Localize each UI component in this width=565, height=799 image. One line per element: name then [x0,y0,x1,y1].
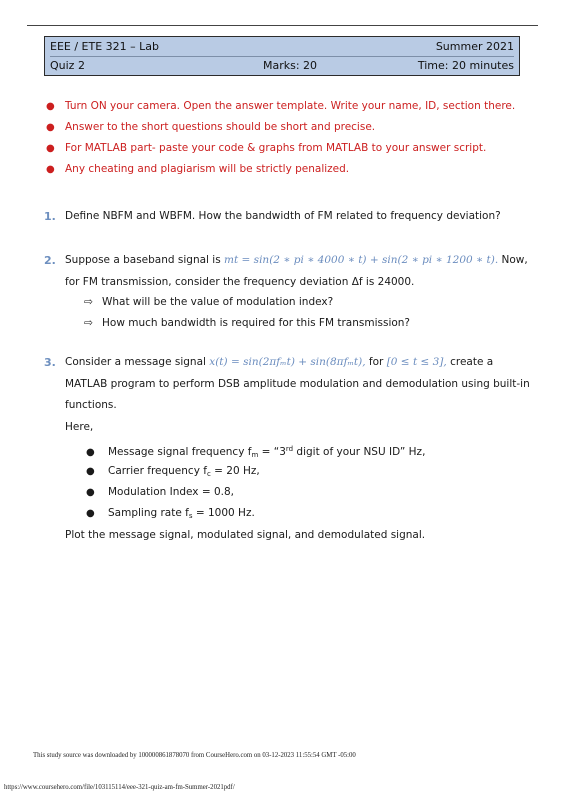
bullet-icon: ● [46,164,55,175]
source-url[interactable]: https://www.coursehero.com/file/103115114/eee-321-quiz-am-fm-Summer-2021pdf/ [4,784,235,791]
math-expression: x(t) = sin(2πfₘt) + sin(8πfₘt), [209,356,366,368]
header-row-2 [50,56,514,75]
top-rule [27,25,538,26]
question-number: 1. [44,210,56,223]
question-text: Define NBFM and WBFM. How the bandwidth of FM related to frequency deviation? [65,210,501,222]
arrow-right-icon: ⇨ [84,317,93,329]
arrow-right-icon: ⇨ [84,296,93,308]
sub-question-text: How much bandwidth is required for this FM transmission? [102,317,411,329]
question-line-2: for FM transmission, consider the frequency deviation Δf is 24000. [65,276,415,288]
instruction-text: Any cheating and plagiarism will be strictly penalized. [65,163,350,175]
instructions-list [40,96,520,180]
instruction-text: Answer to the short questions should be short and precise. [65,121,376,133]
sub-question [84,293,333,311]
math-expression: mt = sin(2 ∗ pi ∗ 4000 ∗ t) + sin(2 ∗ pi ∗ 1200 ∗ t). [224,254,499,266]
instruction-text: For MATLAB part- paste your code & graphs from MATLAB to your answer script. [65,142,487,154]
here-label: Here, [65,421,94,433]
instruction-item [40,117,520,138]
instruction-item [40,159,520,180]
instruction-item [40,96,520,117]
question-text: create a [450,356,494,368]
parameter-item: ● Carrier frequency $f_c = 20$ Hz, [86,462,260,483]
instruction-text: Turn ON your camera. Open the answer template. Write your name, ID, section there. [65,100,516,112]
parameter-item: ● Modulation Index = 0.8, [86,483,234,502]
bullet-icon: ● [46,122,55,133]
question-number: 2. [44,254,56,267]
course-title: EEE / ETE 321 – Lab [50,40,160,53]
quiz-title: Quiz 2 [50,59,85,72]
question-line-1 [65,353,493,371]
question-line-1 [65,251,528,269]
question-text: for [368,356,384,368]
bullet-icon: ● [86,447,95,458]
parameter-item: ● Sampling rate $f_s = 1000$ Hz. [86,504,255,525]
question-text: Consider a message signal [65,356,206,368]
semester: Summer 2021 [435,40,514,53]
question-number: 3. [44,356,56,369]
question-line-2: MATLAB program to perform DSB amplitude modulation and demodulation using built-in [65,378,530,390]
bullet-icon: ● [86,508,95,519]
download-notice: This study source was downloaded by 100000861878070 from CourseHero.com on 03-12-2023 11:55:54 GMT -05:00 [33,752,356,759]
sub-question [84,314,410,332]
closing-instruction: Plot the message signal, modulated signal, and demodulated signal. [65,529,426,541]
time-limit: Time: 20 minutes [417,59,514,72]
question-text: Suppose a baseband signal is [65,254,221,266]
math-range: [0 ≤ t ≤ 3], [386,356,447,368]
quiz-header-box [44,36,520,76]
marks: Marks: 20 [263,59,318,72]
bullet-icon: ● [86,487,95,498]
bullet-icon: ● [46,101,55,112]
bullet-icon: ● [86,466,95,477]
parameter-item: ● Message signal frequency $f_m$ = “3rd digit of your NSU ID” Hz, [86,440,425,464]
sub-question-text: What will be the value of modulation index? [102,296,334,308]
header-row-1 [50,37,514,57]
bullet-icon: ● [46,143,55,154]
question-text: Now, [501,254,528,266]
instruction-item [40,138,520,159]
question-line-3: functions. [65,399,117,411]
